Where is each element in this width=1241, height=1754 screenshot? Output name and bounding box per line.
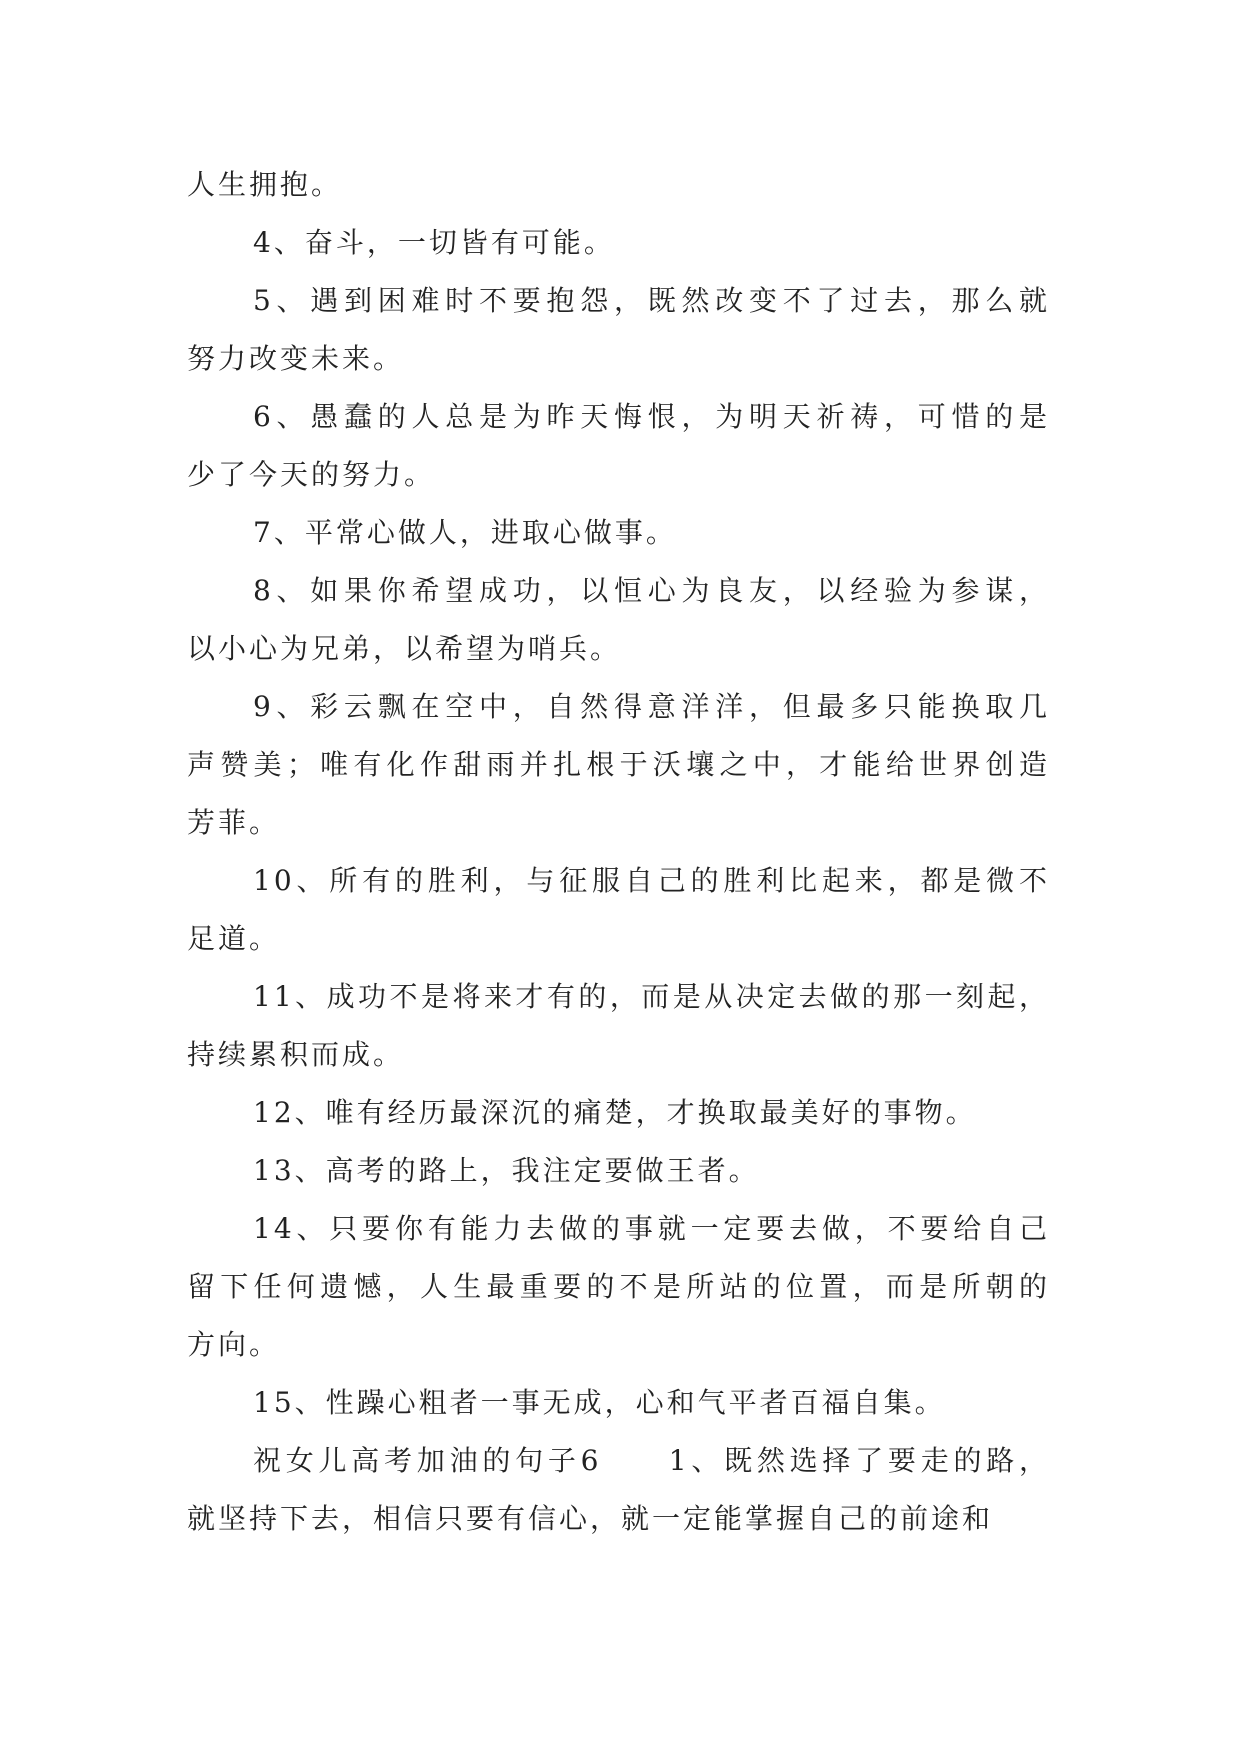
paragraph (187, 562, 1050, 678)
text-line: 15、性躁心粗者一事无成，心和气平者百福自集。 (253, 1386, 946, 1419)
text-line: 4、奋斗，一切皆有可能。 (253, 226, 615, 259)
paragraph (187, 156, 1050, 214)
text-line: 12、唯有经历最深沉的痛楚，才换取最美好的事物。 (253, 1096, 977, 1129)
text-line: 祝女儿高考加油的句子6 1、既然选择了要走的路， (253, 1444, 1050, 1477)
text-line: 就坚持下去，相信只要有信心，就一定能掌握自己的前途和 (187, 1502, 994, 1535)
paragraph (187, 678, 1050, 852)
paragraph (187, 968, 1050, 1084)
text-line: 声赞美；唯有化作甜雨并扎根于沃壤之中，才能给世界创造 (187, 748, 1050, 781)
text-line: 9、彩云飘在空中，自然得意洋洋，但最多只能换取几 (253, 690, 1050, 723)
text-line: 持续累积而成。 (187, 1038, 405, 1071)
text-line: 8、如果你希望成功，以恒心为良友，以经验为参谋， (253, 574, 1050, 607)
paragraph (187, 1374, 1050, 1432)
text-line: 少了今天的努力。 (187, 458, 436, 491)
text-line: 以小心为兄弟，以希望为哨兵。 (187, 632, 622, 665)
paragraph (187, 1200, 1050, 1374)
text-line: 7、平常心做人，进取心做事。 (253, 516, 677, 549)
text-line: 11、成功不是将来才有的，而是从决定去做的那一刻起， (253, 980, 1050, 1013)
text-line: 方向。 (187, 1328, 281, 1361)
text-line: 留下任何遗憾，人生最重要的不是所站的位置，而是所朝的 (187, 1270, 1050, 1303)
paragraph (187, 1142, 1050, 1200)
document-body (187, 156, 1050, 1548)
text-line: 6、愚蠢的人总是为昨天悔恨，为明天祈祷，可惜的是 (253, 400, 1050, 433)
paragraph (187, 1432, 1050, 1548)
paragraph (187, 1084, 1050, 1142)
text-line: 5、遇到困难时不要抱怨，既然改变不了过去，那么就 (253, 284, 1050, 317)
text-line: 足道。 (187, 922, 281, 955)
text-line: 14、只要你有能力去做的事就一定要去做，不要给自己 (253, 1212, 1050, 1245)
text-line: 13、高考的路上，我注定要做王者。 (253, 1154, 760, 1187)
paragraph (187, 272, 1050, 388)
paragraph (187, 214, 1050, 272)
paragraph (187, 852, 1050, 968)
paragraph (187, 388, 1050, 504)
text-line: 努力改变未来。 (187, 342, 405, 375)
text-line: 人生拥抱。 (187, 168, 343, 201)
text-line: 芳菲。 (187, 806, 281, 839)
paragraph (187, 504, 1050, 562)
text-line: 10、所有的胜利，与征服自己的胜利比起来，都是微不 (253, 864, 1050, 897)
